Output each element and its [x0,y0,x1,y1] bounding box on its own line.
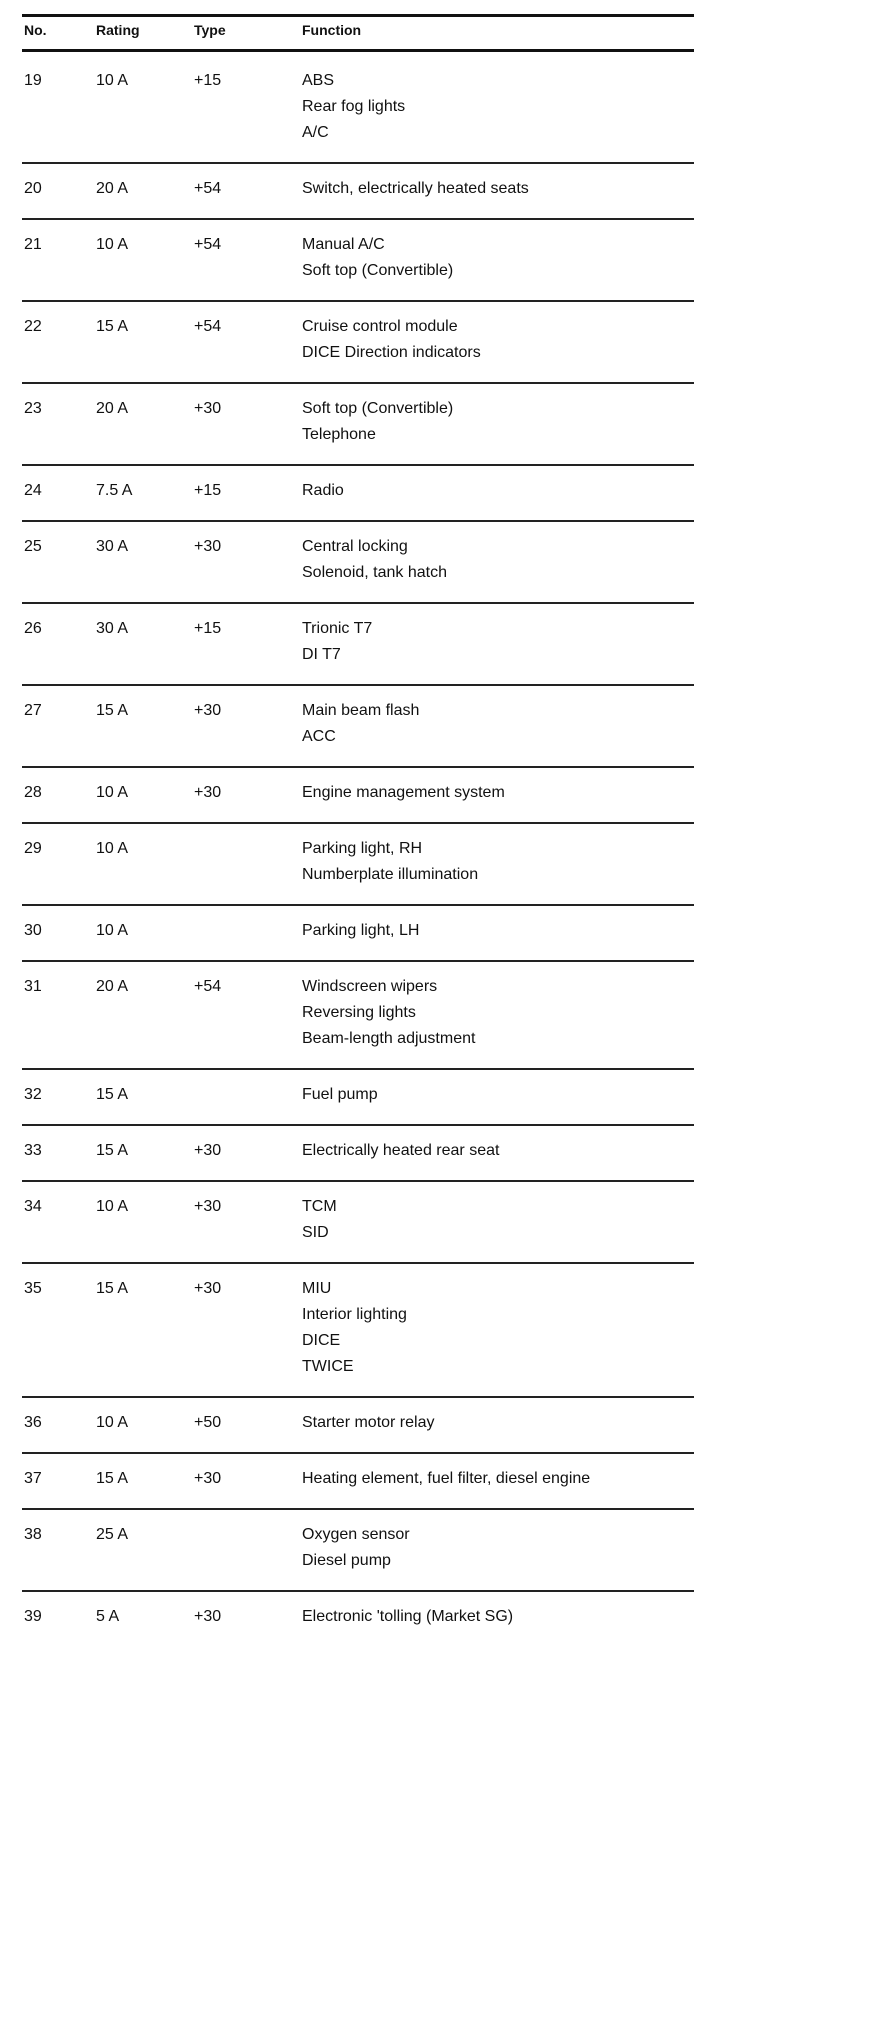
fuse-function [280,905,694,961]
header-rating: Rating [82,16,172,51]
table-body [22,51,694,1647]
fuse-rating: 7.5 A [82,465,172,521]
function-line: ACC [302,728,336,745]
fuse-number: 25 [22,521,82,603]
fuse-number: 38 [22,1509,82,1591]
function-line: Engine management system [302,784,505,801]
table-row [22,767,694,823]
function-line: TWICE [302,1358,354,1375]
fuse-function [280,51,694,164]
fuse-number: 36 [22,1397,82,1453]
fuse-type: +15 [194,72,222,89]
fuse-type [172,1069,280,1125]
fuse-number: 34 [22,1181,82,1263]
fuse-number: 33 [22,1125,82,1181]
fuse-type: +54 [172,163,280,219]
fuse-type: +30 [172,383,280,465]
header-function: Function [280,16,694,51]
fuse-function [280,383,694,465]
function-line: Telephone [302,426,376,443]
header-type: Type [172,16,280,51]
function-line: Starter motor relay [302,1414,435,1431]
fuse-function [280,1591,694,1646]
fuse-type: +30 [172,521,280,603]
fuse-function [280,1263,694,1397]
fuse-rating: 10 A [82,219,172,301]
fuse-type: +30 [172,767,280,823]
table-row [22,521,694,603]
function-line: Parking light, LH [302,922,420,939]
table-row [22,1263,694,1397]
fuse-number: 37 [22,1453,82,1509]
function-line: DI T7 [302,646,341,663]
function-line: Trionic T7 [302,620,373,637]
fuse-rating: 10 A [82,1397,172,1453]
fuse-rating: 15 A [82,1263,172,1397]
fuse-number: 20 [22,163,82,219]
fuse-number: 39 [22,1591,82,1646]
fuse-number: 28 [22,767,82,823]
header-no: No. [22,16,82,51]
fuse-rating: 30 A [82,603,172,685]
fuse-number: 29 [22,823,82,905]
fuse-number: 23 [22,383,82,465]
fuse-rating: 10 A [96,72,129,89]
fuse-function [280,521,694,603]
function-line: Main beam flash [302,702,420,719]
table-row [22,1181,694,1263]
fuse-type [172,905,280,961]
fuse-rating: 15 A [82,1453,172,1509]
fuse-rating: 15 A [82,301,172,383]
fuse-number: 27 [22,685,82,767]
table-row [22,685,694,767]
fuse-number: 24 [22,465,82,521]
function-line: Reversing lights [302,1004,416,1021]
table-row [22,51,694,164]
function-line: Parking light, RH [302,840,423,857]
table-row [22,905,694,961]
table-row [22,1453,694,1509]
table-row [22,301,694,383]
fuse-type: +30 [172,685,280,767]
fuse-number: 35 [22,1263,82,1397]
function-line: Central locking [302,538,408,555]
function-line: Solenoid, tank hatch [302,564,447,581]
function-line: Electronic 'tolling (Market SG) [302,1608,514,1625]
function-line: Radio [302,482,344,499]
function-line: TCM [302,1198,337,1215]
fuse-number: 31 [22,961,82,1069]
fuse-rating: 5 A [82,1591,172,1646]
fuse-table [22,14,694,1646]
function-line: DICE [302,1332,341,1349]
function-line: SID [302,1224,329,1241]
function-line: Electrically heated rear seat [302,1142,500,1159]
fuse-rating: 10 A [82,767,172,823]
fuse-rating: 10 A [82,1181,172,1263]
fuse-type: +54 [172,301,280,383]
fuse-function [280,1397,694,1453]
fuse-type: +30 [172,1125,280,1181]
fuse-function [280,163,694,219]
fuse-number: 30 [22,905,82,961]
function-line: Windscreen wipers [302,978,438,995]
table-row [22,163,694,219]
fuse-rating: 15 A [82,685,172,767]
table-row [22,1509,694,1591]
fuse-type [172,823,280,905]
table-row [22,1591,694,1646]
fuse-rating: 15 A [82,1069,172,1125]
fuse-function [280,961,694,1069]
function-line: Numberplate illumination [302,866,479,883]
fuse-function [280,685,694,767]
function-line: Soft top (Convertible) [302,400,454,417]
table-row [22,219,694,301]
function-line: Rear fog lights [302,98,406,115]
fuse-rating: 10 A [82,905,172,961]
fuse-function [280,1453,694,1509]
fuse-type: +50 [172,1397,280,1453]
fuse-function [280,767,694,823]
fuse-number: 22 [22,301,82,383]
function-line: Soft top (Convertible) [302,262,454,279]
fuse-function [280,603,694,685]
fuse-function [280,219,694,301]
table-row [22,383,694,465]
function-line: Beam-length adjustment [302,1030,476,1047]
fuse-number: 26 [22,603,82,685]
function-line: Interior lighting [302,1306,407,1323]
fuse-number: 32 [22,1069,82,1125]
fuse-rating: 20 A [82,961,172,1069]
fuse-rating: 20 A [82,163,172,219]
fuse-type [172,1509,280,1591]
fuse-type: +30 [172,1263,280,1397]
fuse-type: +54 [172,219,280,301]
function-line: Oxygen sensor [302,1526,410,1543]
fuse-type: +54 [172,961,280,1069]
fuse-rating: 30 A [82,521,172,603]
fuse-rating: 20 A [82,383,172,465]
fuse-type: +15 [172,603,280,685]
fuse-function [280,823,694,905]
table-row [22,465,694,521]
fuse-number: 19 [24,72,42,89]
function-line: Cruise control module [302,318,458,335]
fuse-type: +30 [172,1591,280,1646]
function-line: Heating element, fuel filter, diesel engine [302,1470,591,1487]
table-header [22,16,694,51]
header-row [22,16,694,51]
function-line: ABS [302,72,335,89]
table-row [22,823,694,905]
function-line: A/C [302,124,329,141]
fuse-function [280,1509,694,1591]
fuse-function [280,1125,694,1181]
function-line: Switch, electrically heated seats [302,180,529,197]
fuse-type: +30 [172,1453,280,1509]
table-row [22,961,694,1069]
table-row [22,603,694,685]
fuse-function [280,301,694,383]
table-row [22,1069,694,1125]
table-row [22,1125,694,1181]
fuse-function [280,1069,694,1125]
fuse-rating: 25 A [82,1509,172,1591]
fuse-number: 21 [22,219,82,301]
table-row [22,1397,694,1453]
function-line: DICE Direction indicators [302,344,481,361]
fuse-type: +15 [172,465,280,521]
fuse-rating: 10 A [82,823,172,905]
function-line: Diesel pump [302,1552,391,1569]
function-line: MIU [302,1280,332,1297]
function-line: Fuel pump [302,1086,378,1103]
fuse-type: +30 [172,1181,280,1263]
fuse-rating: 15 A [82,1125,172,1181]
fuse-function [280,1181,694,1263]
fuse-function [280,465,694,521]
function-line: Manual A/C [302,236,385,253]
